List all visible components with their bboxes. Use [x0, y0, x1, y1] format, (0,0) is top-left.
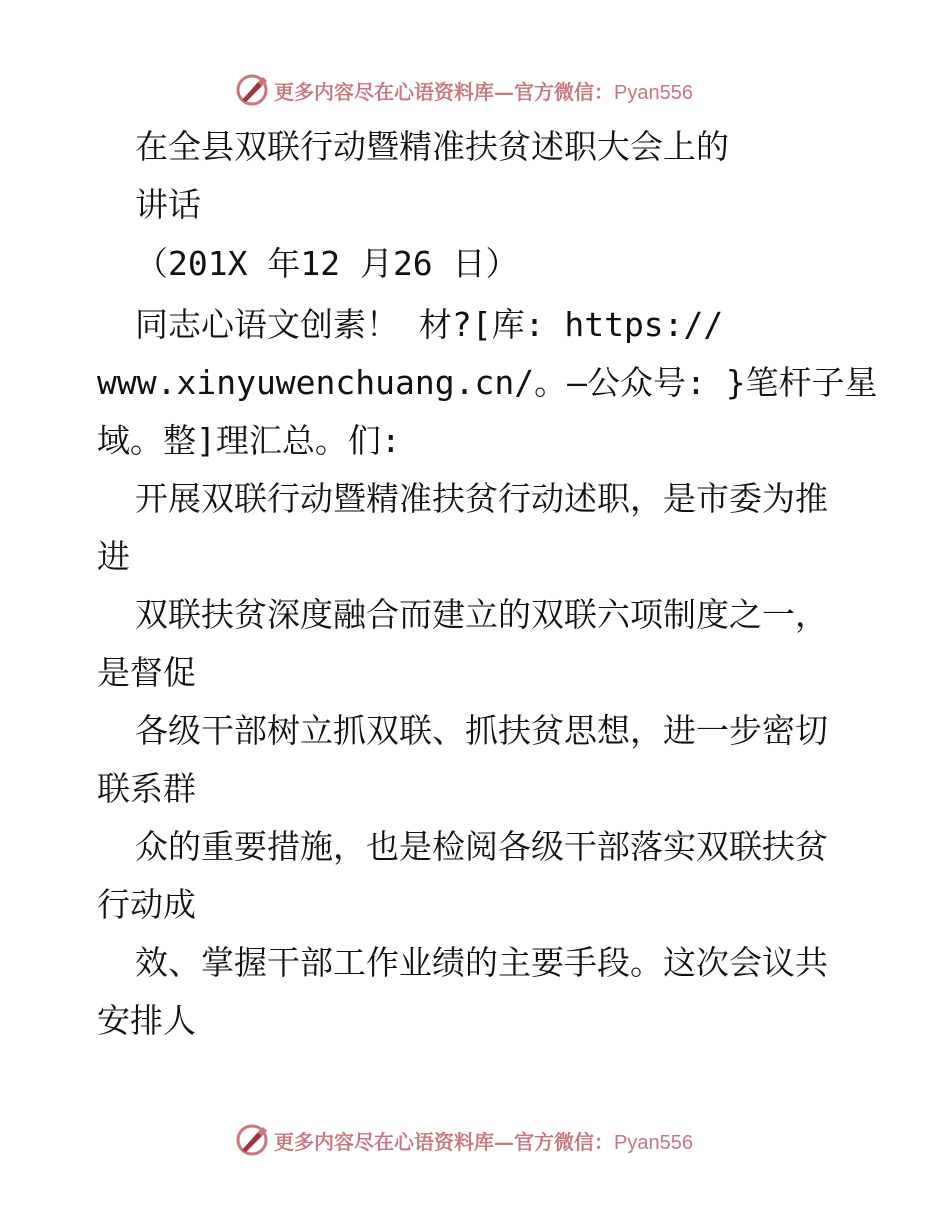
paragraph-line: 众的重要措施，也是检阅各级干部落实双联扶贫	[135, 827, 828, 866]
date-line: （201X 年12 月26 日）	[135, 244, 519, 283]
paragraph-line: 同志心语文创素！ 材?[库: https://	[135, 305, 724, 344]
paragraph-line: 效、掌握干部工作业绩的主要手段。这次会议共	[135, 943, 828, 982]
banner-text: 更多内容尽在心语资料库—官方微信：Pyan556	[274, 1129, 693, 1154]
paragraph-line: 域。整]理汇总。们:	[97, 421, 401, 460]
paragraph-line: 是督促	[97, 653, 196, 692]
paragraph-line: 双联扶贫深度融合而建立的双联六项制度之一，	[135, 595, 828, 634]
paragraph-line: 行动成	[97, 885, 196, 924]
paragraph-line: 开展双联行动暨精准扶贫行动述职，是市委为推	[135, 479, 828, 518]
title-line-1: 在全县双联行动暨精准扶贫述职大会上的	[135, 127, 729, 166]
paragraph-line: 安排人	[97, 1001, 196, 1040]
banner-text: 更多内容尽在心语资料库—官方微信：Pyan556	[274, 79, 693, 104]
paragraph-line: www.xinyuwenchuang.cn/。—公众号: }笔杆子星	[97, 363, 878, 402]
paragraph-line: 各级干部树立抓双联、抓扶贫思想，进一步密切	[135, 711, 828, 750]
paragraph-line: 联系群	[97, 769, 196, 808]
pen-logo-icon	[234, 1122, 270, 1158]
paragraph-line: 进	[97, 537, 130, 576]
title-line-2: 讲话	[135, 185, 201, 224]
footer-banner	[234, 1122, 693, 1158]
